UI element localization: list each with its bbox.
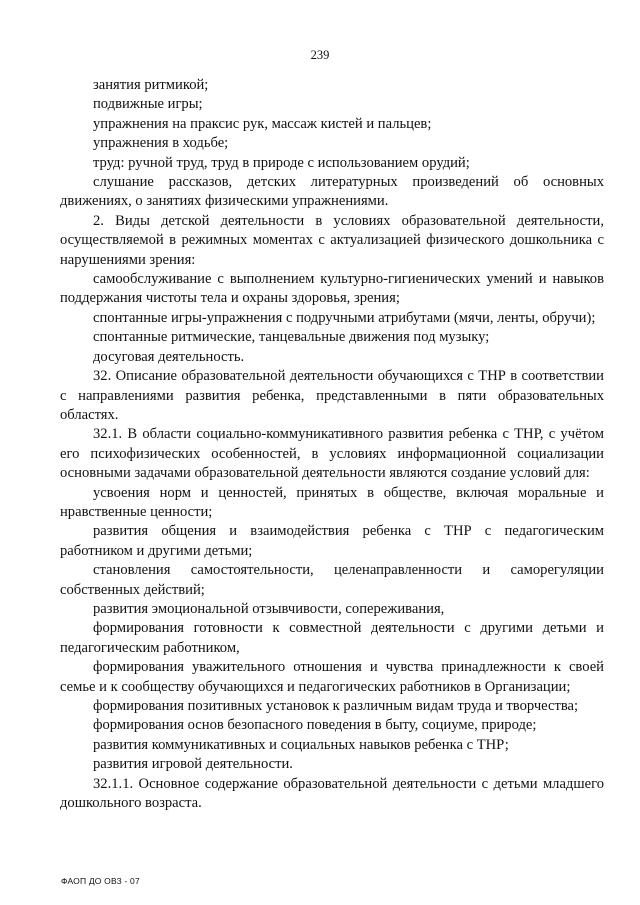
paragraph: усвоения норм и ценностей, принятых в обществе, включая моральные и нравственные ценности;: [60, 484, 604, 520]
paragraph: досуговая деятельность.: [93, 348, 245, 365]
paragraph: развития эмоциональной отзывчивости, сопереживания,: [93, 600, 445, 617]
page-footer: ФАОП ДО ОВЗ - 07: [61, 876, 140, 886]
paragraph: развития игровой деятельности.: [93, 756, 293, 773]
paragraph: подвижные игры;: [93, 96, 203, 113]
paragraph: 2. Виды детской деятельности в условиях образовательной деятельности, осуществляемой в режимных моментах с актуализацией физического дошкольника с нарушениями зрения:: [60, 212, 604, 268]
paragraph: 32.1. В области социально-коммуникативного развития ребенка с ТНР, с учётом его психофизических особенностей, в условиях информационной социализации основными задачами образовательной деятельности являются создание условий для:: [60, 426, 604, 482]
paragraph: развития общения и взаимодействия ребенка с ТНР с педагогическим работником и другими детьми;: [60, 523, 604, 559]
paragraph: занятия ритмикой;: [93, 77, 209, 93]
paragraph: самообслуживание с выполнением культурно-гигиенических умений и навыков поддержания чистоты тела и охраны здоровья, зрения;: [60, 271, 604, 307]
document-body: [60, 76, 604, 813]
paragraph: развития коммуникативных и социальных навыков ребенка с ТНР;: [93, 736, 509, 753]
paragraph: формирования позитивных установок к различным видам труда и творчества;: [93, 698, 579, 714]
paragraph: спонтанные ритмические, танцевальные движения под музыку;: [93, 329, 490, 346]
paragraph: упражнения на праксис рук, массаж кистей и пальцев;: [93, 115, 432, 132]
paragraph: формирования уважительного отношения и чувства принадлежности к своей семье и к сообществу обучающихся и педагогических работников в Организации;: [60, 659, 604, 695]
paragraph: спонтанные игры-упражнения с подручными атрибутами (мячи, ленты, обручи);: [93, 309, 596, 326]
paragraph: слушание рассказов, детских литературных произведений об основных движениях, о занятиях физическими упражнениями.: [60, 174, 604, 210]
subsection-heading: 32.1.1. Основное содержание образовательной деятельности с детьми младшего дошкольного возраста.: [60, 775, 604, 812]
paragraph: формирования основ безопасного поведения в быту, социуме, природе;: [93, 717, 537, 734]
paragraph: труд: ручной труд, труд в природе с использованием орудий;: [93, 154, 470, 171]
paragraph: формирования готовности к совместной деятельности с другими детьми и педагогическим работником,: [60, 620, 604, 656]
section-heading: 32. Описание образовательной деятельности обучающихся с ТНР в соответствии с направлениями развития ребенка, представленными в пяти образовательных областях.: [60, 368, 604, 423]
paragraph: упражнения в ходьбе;: [93, 135, 229, 152]
page-number: 239: [310, 48, 330, 62]
paragraph: становления самостоятельности, целенаправленности и саморегуляции собственных действий;: [60, 562, 604, 598]
